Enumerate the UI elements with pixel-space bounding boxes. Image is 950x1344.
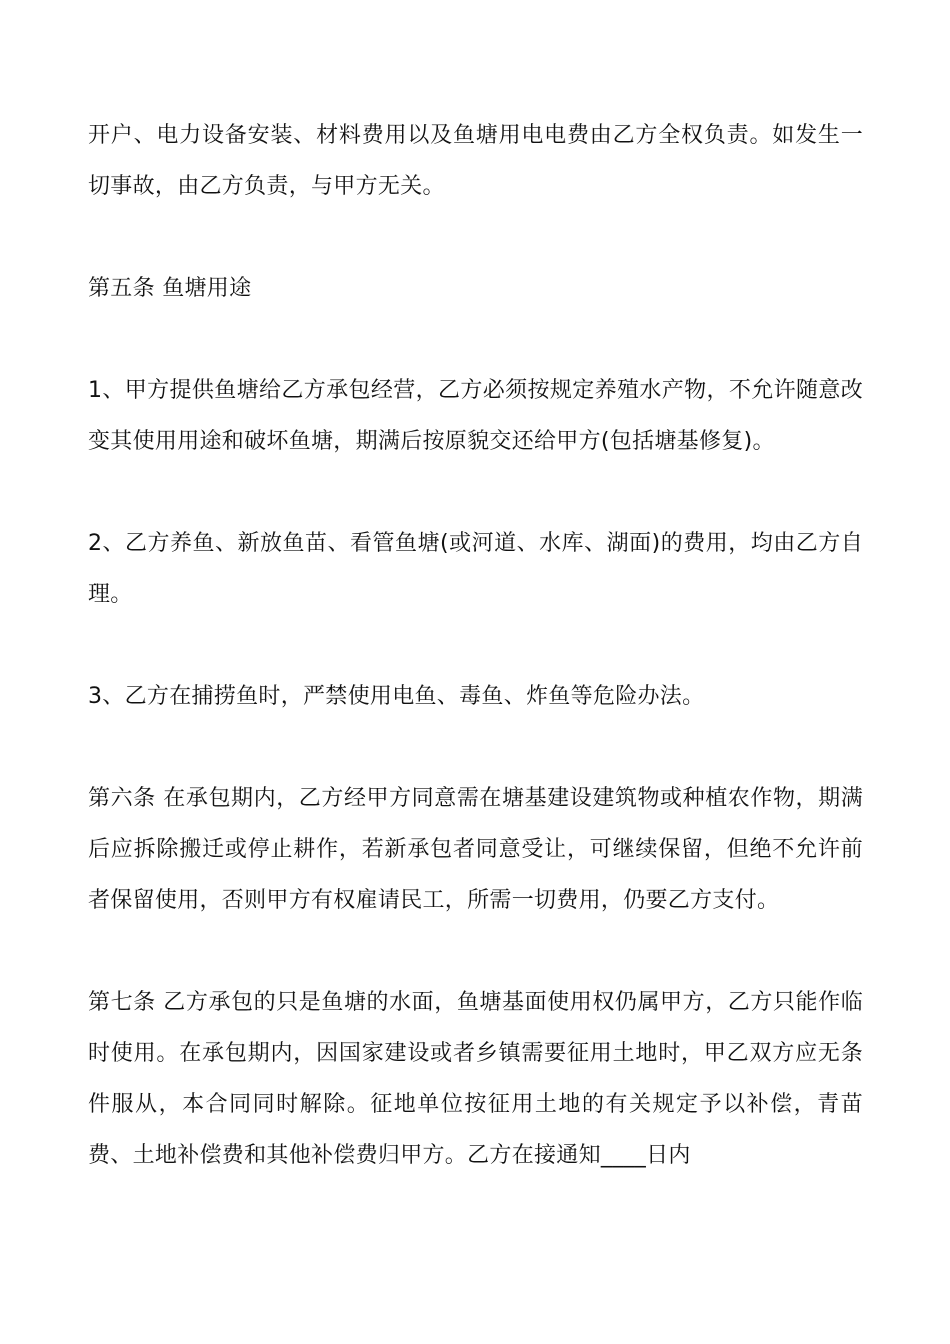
article-5-clause-2: 2、乙方养鱼、新放鱼苗、看管鱼塘(或河道、水库、湖面)的费用，均由乙方自理。 xyxy=(88,531,863,607)
article-6-paragraph: 第六条 在承包期内，乙方经甲方同意需在塘基建设建筑物或种植农作物，期满后应拆除搬迁或停止耕作，若新承包者同意受让，可继续保留，但绝不允许前者保留使用，否则甲方有权雇请民工，所需一切费用，仍要乙方支付。 xyxy=(88,786,863,913)
article-7-paragraph: 第七条 乙方承包的只是鱼塘的水面，鱼塘基面使用权仍属甲方，乙方只能作临时使用。在承包期内，因国家建设或者乡镇需要征用土地时，甲乙双方应无条件服从，本合同同时解除。征地单位按征用土地的有关规定予以补偿，青苗费、土地补偿费和其他补偿费归甲方。乙方在接通知____日内 xyxy=(88,990,863,1168)
article-5-clause-1: 1、甲方提供鱼塘给乙方承包经营，乙方必须按规定养殖水产物，不允许随意改变其使用用途和破坏鱼塘，期满后按原貌交还给甲方(包括塘基修复)。 xyxy=(88,378,863,454)
article-5-clause-3: 3、乙方在捕捞鱼时，严禁使用电鱼、毒鱼、炸鱼等危险办法。 xyxy=(88,684,705,709)
paragraph-electricity-responsibility: 开户、电力设备安装、材料费用以及鱼塘用电电费由乙方全权负责。如发生一切事故，由乙方负责，与甲方无关。 xyxy=(88,123,863,199)
article-5-heading: 第五条 鱼塘用途 xyxy=(88,276,252,301)
document-body xyxy=(88,110,863,1181)
